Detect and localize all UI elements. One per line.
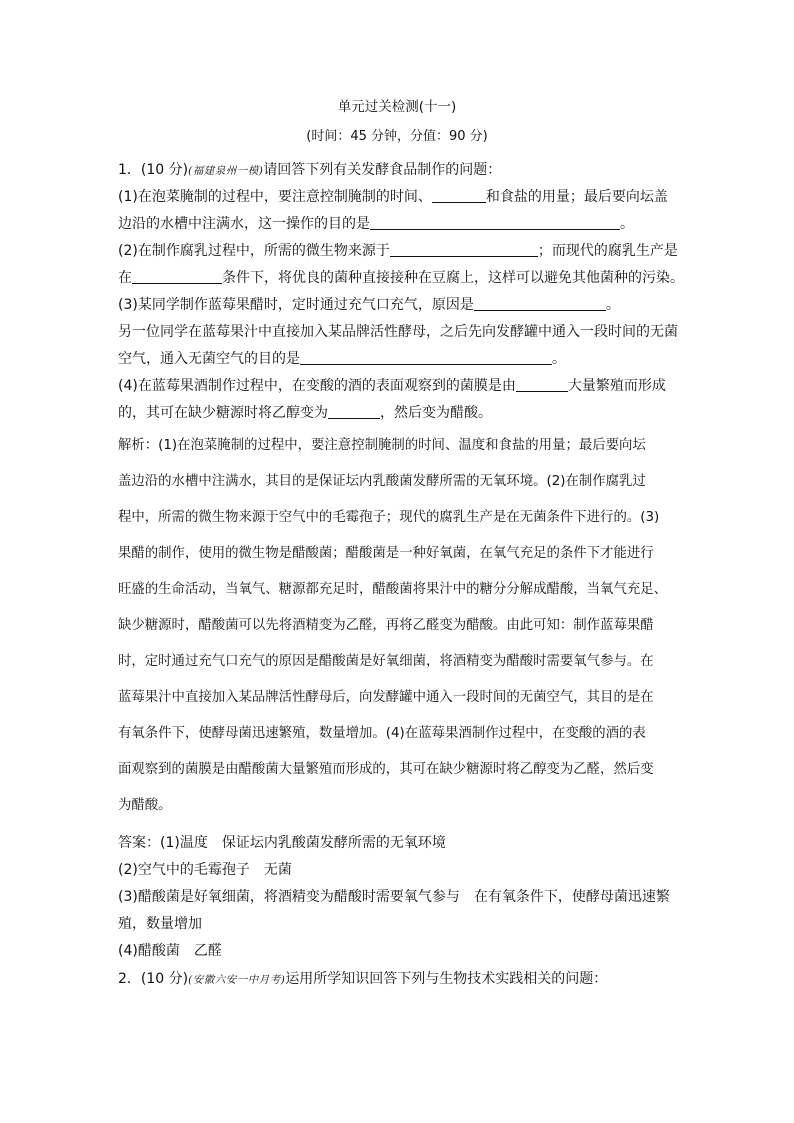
answer-blank bbox=[516, 377, 568, 392]
analysis-line: 旺盛的生命活动，当氧气、糖源都充足时，醋酸菌将果汁中的糖分分解成醋酸，当氧气充足、 bbox=[118, 582, 668, 597]
question-1-part-4-line-1 bbox=[118, 376, 666, 396]
question-text: (4)在蓝莓果酒制作过程中，在变酸的酒的表面观察到的菌膜是由 bbox=[118, 378, 516, 394]
question-text: (3)某同学制作蓝莓果醋时，定时通过充气口充气，原因是 bbox=[118, 297, 474, 313]
answer-line-1: 答案：(1)温度 保证坛内乳酸菌发酵所需的无氧环境 bbox=[118, 835, 446, 851]
answer-blank bbox=[390, 242, 538, 257]
question-source: (福建泉州一模) bbox=[188, 165, 264, 177]
question-1-part-1-line-2 bbox=[118, 214, 634, 234]
answer-blank bbox=[328, 404, 380, 419]
question-1-part-4-line-2 bbox=[118, 403, 492, 423]
question-text: 运用所学知识回答下列与生物技术实践相关的问题： bbox=[285, 971, 608, 987]
question-text: 。 bbox=[605, 297, 620, 313]
answer-blank bbox=[474, 296, 606, 311]
page-title: 单元过关检测(十一) bbox=[337, 99, 457, 115]
question-1-part-3-line-1 bbox=[118, 295, 620, 315]
question-1-part-1-line-1 bbox=[118, 187, 668, 207]
question-1-part-3-line-3 bbox=[118, 349, 566, 369]
question-source: (安徽六安一中月考) bbox=[188, 974, 286, 986]
question-text: ；而现代的腐乳生产是 bbox=[537, 243, 678, 259]
analysis-line: 解析：(1)在泡菜腌制的过程中，要注意控制腌制的时间、温度和食盐的用量；最后要向坛 bbox=[118, 438, 646, 453]
analysis-line: 面观察到的菌膜是由醋酸菌大量繁殖而形成的，其可在缺少糖源时将乙醇变为乙醛，然后变 bbox=[118, 762, 654, 777]
question-1-part-2-line-2 bbox=[118, 268, 684, 288]
question-1-part-3-line-2 bbox=[118, 322, 678, 342]
question-text: 和食盐的用量；最后要向坛盖 bbox=[485, 189, 668, 205]
analysis-line: 盖边沿的水槽中注满水，其目的是保证坛内乳酸菌发酵所需的无氧环境。(2)在制作腐乳过 bbox=[118, 474, 646, 489]
question-text: 。 bbox=[552, 351, 566, 367]
question-1-stem bbox=[118, 160, 501, 181]
question-text: ，然后变为醋酸。 bbox=[380, 405, 492, 421]
analysis-line: 程中，所需的微生物来源于空气中的毛霉孢子；现代的腐乳生产是在无菌条件下进行的。(3) bbox=[118, 510, 660, 525]
analysis-line: 有氧条件下，使酵母菌迅速繁殖，数量增加。(4)在蓝莓果酒制作过程中，在变酸的酒的表 bbox=[118, 726, 646, 741]
question-text: 边沿的水槽中注满水，这一操作的目的是 bbox=[118, 216, 370, 232]
analysis-line: 时，定时通过充气口充气的原因是醋酸菌是好氧细菌，将酒精变为醋酸时需要氧气参与。在 bbox=[118, 654, 654, 669]
analysis-line: 缺少糖源时，醋酸菌可以先将酒精变为乙醛，再将乙醛变为醋酸。由此可知：制作蓝莓果醋 bbox=[118, 618, 654, 633]
question-2-stem bbox=[118, 969, 607, 990]
analysis-line: 为醋酸。 bbox=[118, 798, 172, 813]
question-text: (2)在制作腐乳过程中，所需的微生物来源于 bbox=[118, 243, 390, 259]
analysis-line: 果醋的制作，使用的微生物是醋酸菌；醋酸菌是一种好氧菌，在氧气充足的条件下才能进行 bbox=[118, 546, 654, 561]
question-text: 条件下，将优良的菌种直接接种在豆腐上，这样可以避免其他菌种的污染。 bbox=[222, 270, 684, 286]
question-number: 2．(10 分) bbox=[118, 971, 189, 987]
question-1-part-2-line-1 bbox=[118, 241, 678, 261]
question-text: 请回答下列有关发酵食品制作的问题： bbox=[263, 162, 502, 178]
question-text: 。 bbox=[620, 216, 634, 232]
question-number: 1．(10 分) bbox=[118, 162, 189, 178]
answer-blank bbox=[132, 269, 222, 284]
answer-line-3-cont: 殖，数量增加 bbox=[118, 916, 202, 932]
answer-blank bbox=[432, 188, 486, 203]
answer-line-4: (4)醋酸菌 乙醛 bbox=[118, 943, 222, 959]
question-text: 的，其可在缺少糖源时将乙醇变为 bbox=[118, 405, 328, 421]
answer-blank bbox=[370, 215, 620, 230]
question-text: 大量繁殖而形成 bbox=[567, 378, 666, 394]
question-text: 空气，通入无菌空气的目的是 bbox=[118, 351, 300, 367]
answer-line-3: (3)醋酸菌是好氧细菌，将酒精变为醋酸时需要氧气参与 在有氧条件下，使酵母菌迅速繁 bbox=[118, 889, 670, 905]
analysis-line: 蓝莓果汁中直接加入某品牌活性酵母后，向发酵罐中通入一段时间的无菌空气，其目的是在 bbox=[118, 690, 654, 705]
page-subtitle: (时间：45 分钟，分值：90 分) bbox=[306, 129, 488, 144]
answer-blank bbox=[300, 350, 552, 365]
answer-line-2: (2)空气中的毛霉孢子 无菌 bbox=[118, 862, 292, 878]
question-text: (1)在泡菜腌制的过程中，要注意控制腌制的时间、 bbox=[118, 189, 432, 205]
question-text: 另一位同学在蓝莓果汁中直接加入某品牌活性酵母，之后先向发酵罐中通入一段时间的无菌 bbox=[118, 324, 678, 340]
question-text: 在 bbox=[118, 270, 132, 286]
